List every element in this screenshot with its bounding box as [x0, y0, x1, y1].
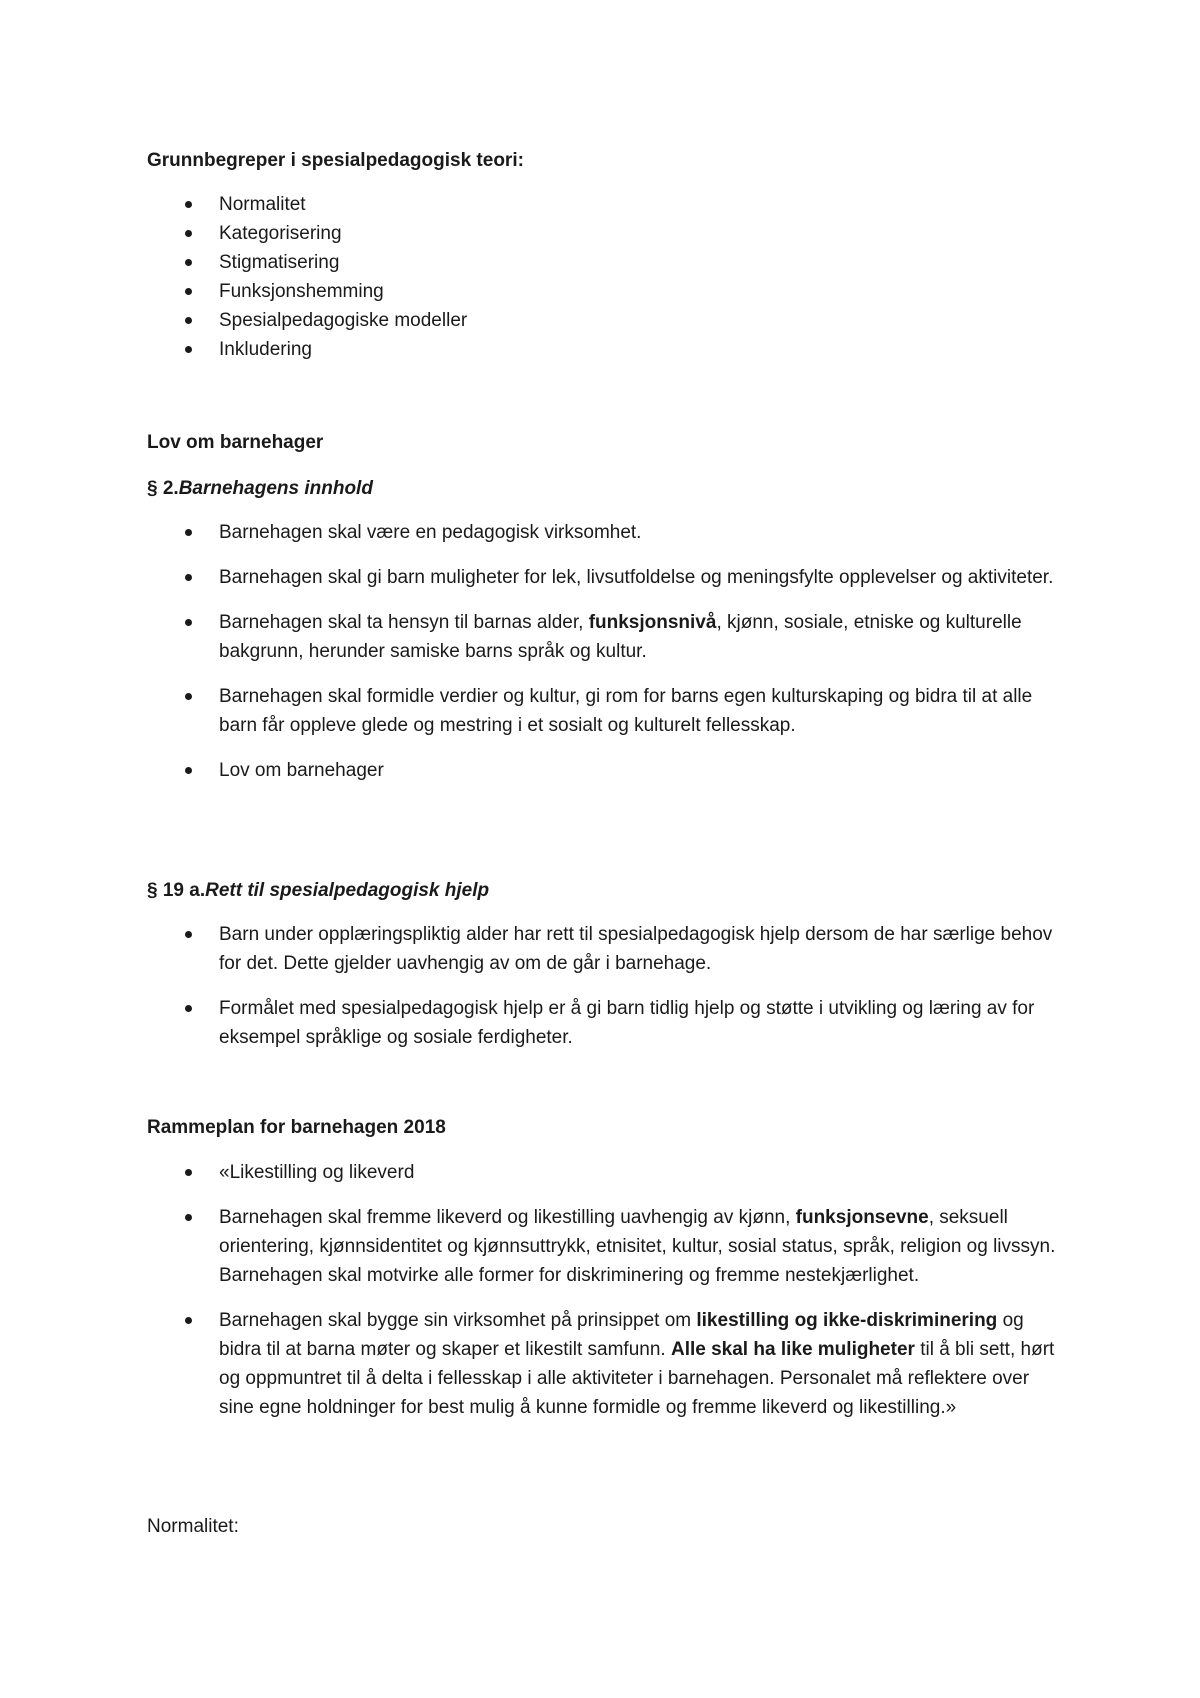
list-item: Barnehagen skal bygge sin virksomhet på prinsippet om likestilling og ikke-diskriminering og bidra til at barna møter og skaper et likestilt samfunn. Alle skal ha like muligheter til å bli sett, hørt og oppmuntret til å delta i fellesskap i alle aktiviteter i barnehagen. Personalet må reflektere over sine egne holdninger for best mulig å kunne formidle og fremme likeverd og likestilling.»	[147, 1306, 1067, 1422]
bold-text: funksjonsnivå	[588, 612, 717, 633]
bold-text: likestilling og ikke-diskriminering	[696, 1310, 998, 1331]
list-item: Barnehagen skal ta hensyn til barnas alder, funksjonsnivå, kjønn, sosiale, etniske og kulturelle bakgrunn, herunder samiske barns språk og kultur.	[147, 608, 1067, 666]
list-item: Funksjonshemming	[147, 277, 1067, 306]
list-item: Spesialpedagogiske modeller	[147, 306, 1067, 335]
heading-paragraf-2	[147, 474, 373, 503]
heading-normalitet: Normalitet:	[147, 1516, 239, 1537]
list-item: Kategorisering	[147, 219, 1067, 248]
list-spesialpedagogisk-hjelp	[147, 920, 1067, 1068]
bold-text: Alle skal ha like muligheter	[670, 1339, 915, 1360]
list-item: Barn under opplæringspliktig alder har rett til spesialpedagogisk hjelp dersom de har særlige behov for det. Dette gjelder uavhengig av om de går i barnehage.	[147, 920, 1067, 978]
list-barnehagens-innhold	[147, 518, 1067, 801]
list-item: Barnehagen skal være en pedagogisk virksomhet.	[147, 518, 1067, 547]
list-rammeplan	[147, 1158, 1067, 1438]
heading-rammeplan: Rammeplan for barnehagen 2018	[147, 1117, 446, 1138]
paragraph-title: Rett til spesialpedagogisk hjelp	[205, 880, 490, 901]
heading-lov-om-barnehager: Lov om barnehager	[147, 432, 324, 453]
heading-paragraf-19a	[147, 876, 489, 905]
list-item: Stigmatisering	[147, 248, 1067, 277]
list-item: Barnehagen skal gi barn muligheter for lek, livsutfoldelse og meningsfylte opplevelser og aktiviteter.	[147, 563, 1067, 592]
list-item: Inkludering	[147, 335, 1067, 364]
heading-grunnbegreper: Grunnbegreper i spesialpedagogisk teori:	[147, 150, 524, 171]
paragraph-number: § 2.	[147, 478, 179, 499]
list-item: Barnehagen skal formidle verdier og kultur, gi rom for barns egen kulturskaping og bidra til at alle barn får oppleve glede og mestring i et sosialt og kulturelt fellesskap.	[147, 682, 1067, 740]
list-item: Barnehagen skal fremme likeverd og likestilling uavhengig av kjønn, funksjonsevne, seksuell orientering, kjønnsidentitet og kjønnsuttrykk, etnisitet, kultur, sosial status, språk, religion og livssyn. Barnehagen skal motvirke alle former for diskriminering og fremme nestekjærlighet.	[147, 1203, 1067, 1290]
paragraph-number: § 19 a.	[147, 880, 206, 901]
list-item: Normalitet	[147, 190, 1067, 219]
bold-text: funksjonsevne	[795, 1207, 929, 1228]
paragraph-title: Barnehagens innhold	[178, 478, 373, 499]
list-item: «Likestilling og likeverd	[147, 1158, 1067, 1187]
list-grunnbegreper	[147, 190, 1067, 364]
list-item: Lov om barnehager	[147, 756, 1067, 785]
list-item: Formålet med spesialpedagogisk hjelp er å gi barn tidlig hjelp og støtte i utvikling og læring av for eksempel språklige og sosiale ferdigheter.	[147, 994, 1067, 1052]
